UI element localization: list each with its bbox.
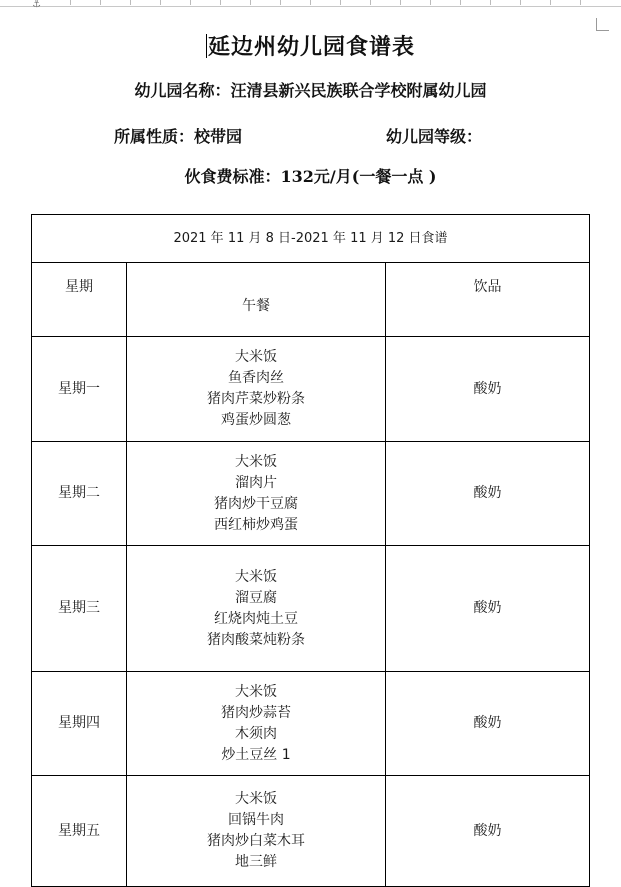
fee-value: 132元/月(一餐一点 )	[280, 167, 437, 186]
header-lunch: 午餐	[127, 263, 386, 337]
dish-item: 猪肉炒干豆腐	[214, 495, 298, 512]
ruler-tick	[340, 0, 341, 5]
table-row-friday	[32, 776, 590, 887]
ruler-tick	[460, 0, 461, 5]
dish-item: 猪肉芹菜炒粉条	[207, 391, 305, 407]
ruler-tick	[280, 0, 281, 5]
document-title[interactable]	[0, 30, 621, 61]
dish-item: 西红柿炒鸡蛋	[214, 516, 298, 533]
fee-label: 伙食费标准：	[184, 167, 281, 186]
dish-item: 炒土豆丝 1	[221, 746, 291, 763]
dish-item: 鱼香肉丝	[228, 370, 284, 386]
drink-cell: 酸奶	[386, 776, 590, 887]
dish-item: 溜肉片	[235, 474, 277, 491]
ruler-tick	[580, 0, 581, 5]
dish-item: 猪肉酸菜炖粉条	[207, 631, 305, 648]
dish-item: 猪肉炒蒜苔	[221, 704, 291, 721]
grade-label: 幼儿园等级：	[386, 127, 483, 146]
dish-item: 木须肉	[235, 725, 277, 742]
day-cell: 星期四	[32, 672, 127, 776]
dish-item: 大米饭	[235, 568, 277, 585]
day-cell: 星期二	[32, 442, 127, 546]
dish-item: 回锅牛肉	[228, 812, 284, 828]
fee-line	[0, 164, 621, 187]
day-cell: 星期三	[32, 546, 127, 672]
table-row-tuesday	[32, 442, 590, 546]
grade-line	[386, 124, 482, 147]
dish-item: 大米饭	[235, 349, 277, 365]
drink-cell: 酸奶	[386, 546, 590, 672]
top-ruler	[0, 0, 621, 7]
dish-item: 溜豆腐	[235, 589, 277, 606]
date-range-row	[32, 215, 590, 263]
ruler-tick	[220, 0, 221, 5]
drink-cell: 酸奶	[386, 337, 590, 442]
drink-cell: 酸奶	[386, 442, 590, 546]
header-row	[32, 263, 590, 337]
lunch-cell	[127, 776, 386, 887]
ruler-tick	[70, 0, 71, 5]
ruler-tick	[520, 0, 521, 5]
ruler-tick	[250, 0, 251, 5]
drink-cell: 酸奶	[386, 672, 590, 776]
day-cell: 星期一	[32, 337, 127, 442]
ruler-tick	[400, 0, 401, 5]
nature-line	[114, 124, 242, 147]
dish-item: 猪肉炒白菜木耳	[207, 833, 305, 849]
ruler-tick	[160, 0, 161, 5]
lunch-cell	[127, 337, 386, 442]
ruler-tick	[310, 0, 311, 5]
date-range-cell: 2021 年 11 月 8 日-2021 年 11 月 12 日食谱	[32, 215, 590, 263]
table-row-wednesday	[32, 546, 590, 672]
day-cell: 星期五	[32, 776, 127, 887]
kindergarten-name-line	[0, 78, 621, 101]
dish-item: 大米饭	[235, 453, 277, 470]
dish-item: 鸡蛋炒圆葱	[221, 412, 291, 428]
lunch-cell	[127, 672, 386, 776]
dish-item: 大米饭	[235, 791, 277, 807]
kindergarten-name-value: 汪清县新兴民族联合学校附属幼儿园	[230, 81, 487, 100]
header-day: 星期	[32, 263, 127, 337]
ruler-tick	[490, 0, 491, 5]
dish-item: 红烧肉炖土豆	[214, 610, 298, 627]
ruler-tick	[130, 0, 131, 5]
ruler-tick	[100, 0, 101, 5]
document-title-text: 延边州幼儿园食谱表	[207, 34, 415, 60]
table-row-thursday	[32, 672, 590, 776]
dish-item: 地三鲜	[235, 854, 277, 870]
ruler-tick	[190, 0, 191, 5]
ruler-tick	[550, 0, 551, 5]
text-cursor	[206, 34, 207, 58]
ruler-tick	[370, 0, 371, 5]
dish-item: 大米饭	[235, 683, 277, 700]
anchor-icon: ⚓	[32, 0, 41, 10]
nature-label: 所属性质：	[114, 127, 195, 146]
lunch-cell	[127, 442, 386, 546]
lunch-cell	[127, 546, 386, 672]
ruler-tick	[430, 0, 431, 5]
menu-table	[31, 214, 590, 887]
table-row-monday	[32, 337, 590, 442]
header-drink: 饮品	[386, 263, 590, 337]
kindergarten-name-label: 幼儿园名称：	[134, 81, 231, 100]
nature-value: 校带园	[194, 127, 243, 146]
